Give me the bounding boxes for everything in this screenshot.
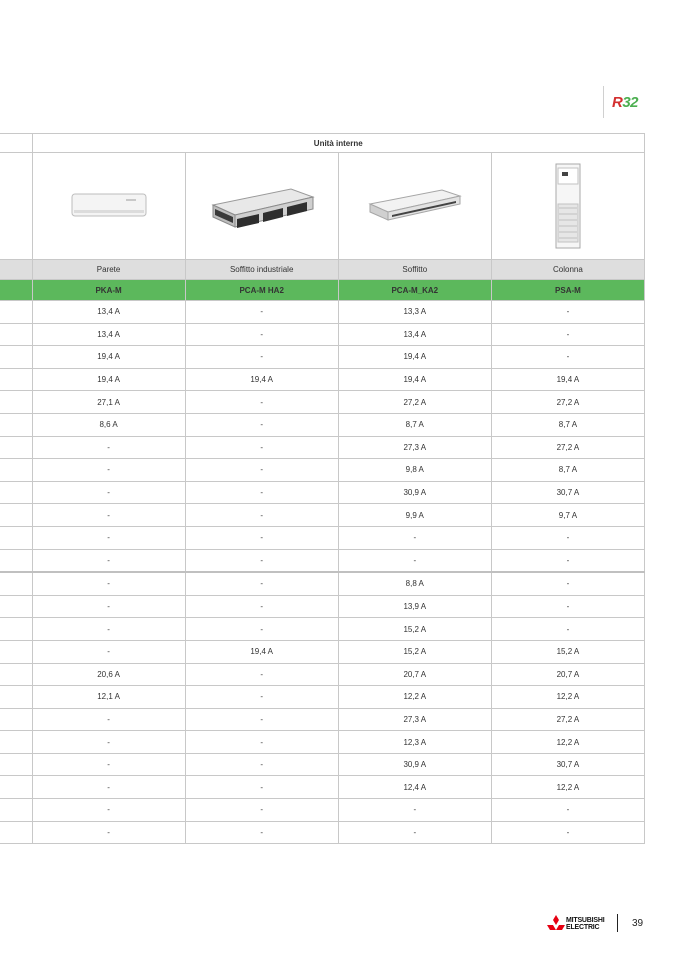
unit-type-label: Soffitto bbox=[338, 260, 491, 280]
unit-model-row bbox=[0, 280, 645, 301]
table-cell: - bbox=[32, 526, 185, 549]
table-cell: - bbox=[185, 708, 338, 731]
table-cell: - bbox=[491, 323, 644, 346]
ceiling-unit-image-cell bbox=[338, 153, 491, 260]
unit-image-row bbox=[0, 153, 645, 260]
floor-column-unit-icon bbox=[553, 162, 583, 250]
table-cell: - bbox=[491, 799, 644, 822]
table-cell: 12,4 A bbox=[338, 776, 491, 799]
table-cell: 9,8 A bbox=[338, 459, 491, 482]
r32-refrigerant-badge bbox=[603, 86, 646, 118]
table-cell: 12,2 A bbox=[491, 686, 644, 709]
table-cell: - bbox=[185, 549, 338, 572]
unit-model-label: PCA-M HA2 bbox=[185, 280, 338, 301]
table-cell: - bbox=[32, 459, 185, 482]
mitsubishi-electric-logo bbox=[546, 914, 616, 936]
unit-type-label: Soffitto industriale bbox=[185, 260, 338, 280]
unit-model-label: PCA-M_KA2 bbox=[338, 280, 491, 301]
table-cell: - bbox=[185, 821, 338, 844]
table-row bbox=[0, 663, 645, 686]
table-cell: 20,7 A bbox=[491, 663, 644, 686]
table-cell: - bbox=[491, 618, 644, 641]
table-cell: 13,4 A bbox=[32, 323, 185, 346]
table-cell: 19,4 A bbox=[32, 346, 185, 369]
table-cell: 30,7 A bbox=[491, 753, 644, 776]
table-cell: 27,1 A bbox=[32, 391, 185, 414]
unit-type-row bbox=[0, 260, 645, 280]
page-number: 39 bbox=[632, 918, 644, 929]
table-row bbox=[0, 436, 645, 459]
table-row bbox=[0, 368, 645, 391]
table-cell: - bbox=[185, 436, 338, 459]
table-cell: 19,4 A bbox=[32, 368, 185, 391]
table-row bbox=[0, 753, 645, 776]
table-cell: - bbox=[185, 481, 338, 504]
table-cell: - bbox=[185, 323, 338, 346]
table-row bbox=[0, 618, 645, 641]
table-cell: - bbox=[185, 799, 338, 822]
table-cell: 15,2 A bbox=[338, 640, 491, 663]
table-cell: 12,3 A bbox=[338, 731, 491, 754]
table-cell: 13,4 A bbox=[32, 301, 185, 324]
table-cell: - bbox=[32, 572, 185, 595]
table-row bbox=[0, 549, 645, 572]
table-cell: - bbox=[185, 618, 338, 641]
table-row bbox=[0, 821, 645, 844]
unit-type-label: Parete bbox=[32, 260, 185, 280]
table-cell: - bbox=[32, 618, 185, 641]
table-cell: 12,2 A bbox=[491, 731, 644, 754]
table-cell: - bbox=[185, 663, 338, 686]
table-cell: 15,2 A bbox=[491, 640, 644, 663]
table-cell: 27,2 A bbox=[491, 708, 644, 731]
table-cell: 9,7 A bbox=[491, 504, 644, 527]
table-row bbox=[0, 526, 645, 549]
industrial-ceiling-unit-icon bbox=[207, 179, 317, 233]
wall-unit-image-cell bbox=[32, 153, 185, 260]
brand-line-1: MITSUBISHI bbox=[566, 917, 605, 924]
table-cell: - bbox=[32, 821, 185, 844]
table-row bbox=[0, 413, 645, 436]
table-cell: - bbox=[185, 526, 338, 549]
table-cell: - bbox=[32, 731, 185, 754]
table-cell: 27,2 A bbox=[491, 436, 644, 459]
table-row bbox=[0, 504, 645, 527]
unit-type-label: Colonna bbox=[491, 260, 644, 280]
table-cell: - bbox=[491, 572, 644, 595]
table-cell: 13,4 A bbox=[338, 323, 491, 346]
table-cell: 8,6 A bbox=[32, 413, 185, 436]
table-cell: - bbox=[32, 481, 185, 504]
floor-column-unit-image-cell bbox=[491, 153, 644, 260]
table-cell: 20,6 A bbox=[32, 663, 185, 686]
table-cell: 27,2 A bbox=[491, 391, 644, 414]
table-cell: 27,2 A bbox=[338, 391, 491, 414]
table-row bbox=[0, 346, 645, 369]
industrial-ceiling-unit-image-cell bbox=[185, 153, 338, 260]
table-cell: 8,7 A bbox=[338, 413, 491, 436]
table-cell: - bbox=[185, 301, 338, 324]
group-title: Unità interne bbox=[32, 134, 644, 153]
table-cell: - bbox=[338, 526, 491, 549]
table-cell: 27,3 A bbox=[338, 708, 491, 731]
table-cell: - bbox=[32, 753, 185, 776]
table-cell: 30,7 A bbox=[491, 481, 644, 504]
table-row bbox=[0, 595, 645, 618]
table-cell: - bbox=[32, 549, 185, 572]
table-row bbox=[0, 776, 645, 799]
table-row bbox=[0, 686, 645, 709]
unit-model-label: PSA-M bbox=[491, 280, 644, 301]
table-cell: - bbox=[185, 459, 338, 482]
table-cell: 12,2 A bbox=[338, 686, 491, 709]
table-cell: - bbox=[185, 595, 338, 618]
table-row bbox=[0, 640, 645, 663]
table-cell: 19,4 A bbox=[185, 368, 338, 391]
table-cell: - bbox=[185, 731, 338, 754]
table-cell: 19,4 A bbox=[338, 368, 491, 391]
table-cell: 19,4 A bbox=[491, 368, 644, 391]
table-row bbox=[0, 731, 645, 754]
table-cell: - bbox=[32, 436, 185, 459]
table-cell: - bbox=[491, 821, 644, 844]
table-cell: - bbox=[185, 391, 338, 414]
table-cell: - bbox=[185, 753, 338, 776]
table-row bbox=[0, 391, 645, 414]
table-cell: - bbox=[32, 708, 185, 731]
table-cell: 19,4 A bbox=[338, 346, 491, 369]
table-cell: - bbox=[185, 686, 338, 709]
table-row bbox=[0, 301, 645, 324]
wall-unit-icon bbox=[70, 191, 148, 221]
table-cell: - bbox=[32, 504, 185, 527]
table-cell: 8,7 A bbox=[491, 413, 644, 436]
table-cell: - bbox=[32, 776, 185, 799]
table-cell: - bbox=[185, 346, 338, 369]
table-cell: - bbox=[491, 301, 644, 324]
current-spec-table bbox=[0, 133, 645, 844]
table-row bbox=[0, 459, 645, 482]
table-cell: 20,7 A bbox=[338, 663, 491, 686]
table-cell: - bbox=[32, 595, 185, 618]
table-cell: - bbox=[185, 504, 338, 527]
footer-divider bbox=[617, 914, 618, 932]
table-cell: 15,2 A bbox=[338, 618, 491, 641]
table-cell: - bbox=[185, 413, 338, 436]
table-cell: - bbox=[185, 776, 338, 799]
table-row bbox=[0, 481, 645, 504]
three-diamonds-icon bbox=[546, 914, 566, 934]
table-cell: 13,9 A bbox=[338, 595, 491, 618]
table-cell: - bbox=[185, 572, 338, 595]
table-cell: - bbox=[491, 346, 644, 369]
table-cell: 30,9 A bbox=[338, 753, 491, 776]
unit-model-label: PKA-M bbox=[32, 280, 185, 301]
table-cell: - bbox=[491, 595, 644, 618]
table-cell: 30,9 A bbox=[338, 481, 491, 504]
table-cell: 27,3 A bbox=[338, 436, 491, 459]
table-row bbox=[0, 708, 645, 731]
table-cell: - bbox=[32, 799, 185, 822]
table-cell: - bbox=[338, 821, 491, 844]
ceiling-unit-icon bbox=[366, 186, 464, 226]
table-cell: - bbox=[491, 549, 644, 572]
table-cell: 12,2 A bbox=[491, 776, 644, 799]
table-cell: - bbox=[32, 640, 185, 663]
table-cell: 8,7 A bbox=[491, 459, 644, 482]
r32-badge-number: 32 bbox=[622, 94, 639, 111]
table-row bbox=[0, 572, 645, 595]
left-blank-cell bbox=[0, 134, 32, 153]
table-cell: - bbox=[338, 549, 491, 572]
table-cell: 9,9 A bbox=[338, 504, 491, 527]
data-rows bbox=[0, 301, 645, 844]
r32-badge-letter: R bbox=[612, 94, 623, 111]
table-cell: - bbox=[338, 799, 491, 822]
group-header-row bbox=[0, 134, 645, 153]
table-cell: 12,1 A bbox=[32, 686, 185, 709]
table-cell: 8,8 A bbox=[338, 572, 491, 595]
table-cell: - bbox=[491, 526, 644, 549]
table-cell: 19,4 A bbox=[185, 640, 338, 663]
brand-line-2: ELECTRIC bbox=[566, 924, 600, 931]
table-cell: 13,3 A bbox=[338, 301, 491, 324]
table-row bbox=[0, 799, 645, 822]
table-row bbox=[0, 323, 645, 346]
